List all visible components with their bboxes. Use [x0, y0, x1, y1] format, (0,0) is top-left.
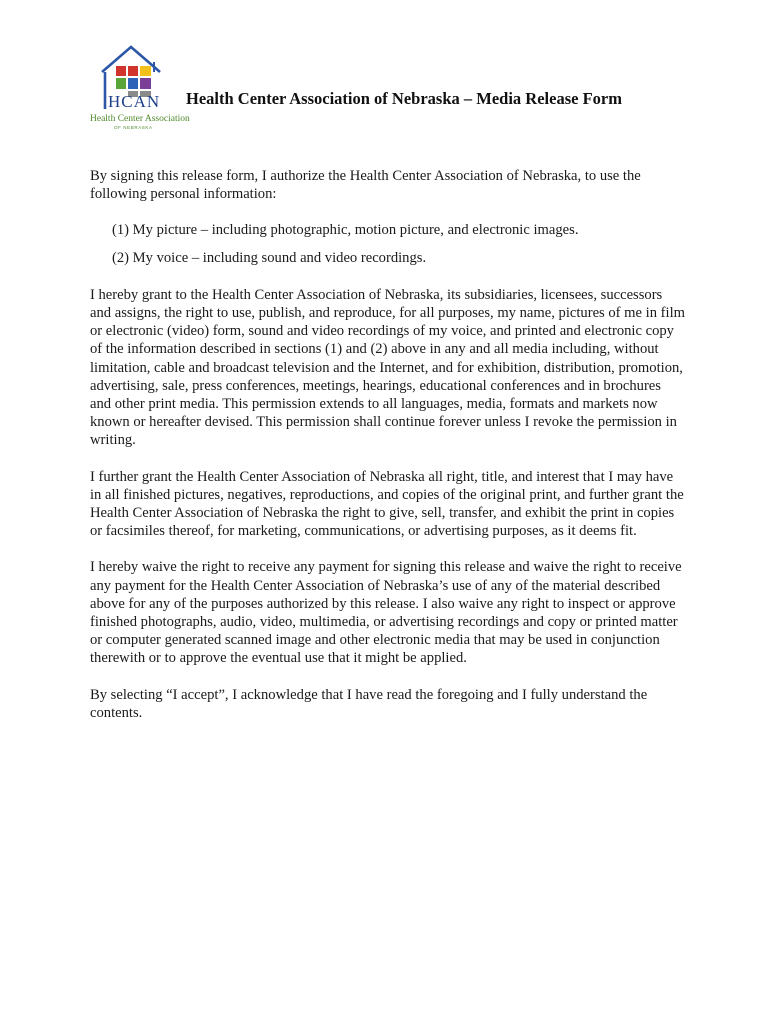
further-grant-paragraph: I further grant the Health Center Association of Nebraska all right, title, and interest that I may have in all finished pictures, negatives, reproductions, and copies of the original print, and further grant the Health Center Association of Nebraska the right to give, sell, transfer, and exhibit the print in copies or facsimiles thereof, for marketing, communications, or advertising purposes, as it deems fit. — [90, 468, 684, 540]
grant-paragraph: I hereby grant to the Health Center Association of Nebraska, its subsidiaries, licensees, successors and assigns, the right to use, publish, and reproduce, for all purposes, my name, pictures of me in film or electronic (video) form, sound and video recordings of my voice, and printed and electronic copy of the information described in sections (1) and (2) above in any and all media including, without limitation, cable and broadcast television and the Internet, and for exhibition, distribution, promotion, advertising, sale, press conferences, meetings, hearings, educational conferences and in brochures and other print media. This permission extends to all languages, media, formats and markets now known or hereafter devised. This permission shall continue forever unless I revoke the permission in writing. — [90, 286, 685, 449]
document-header — [88, 44, 688, 136]
logo-organization-name: Health Center Association — [90, 114, 190, 124]
document-body — [90, 167, 685, 740]
waiver-paragraph: I hereby waive the right to receive any payment for signing this release and waive the right to receive any payment for the Health Center Association of Nebraska’s use of any of the material described above for any of the purposes authorized by this release. I also waive any right to inspect or approve finished photographs, audio, video, multimedia, or advertising recordings and copy or printed matter or computer generated scanned image and other electronic media that may be used in conjunction therewith or to approve the eventual use that it might be applied. — [90, 559, 682, 667]
page-title: Health Center Association of Nebraska – Media Release Form — [186, 89, 622, 108]
hcan-logo — [88, 44, 190, 136]
list-item: (1) My picture – including photographic, motion picture, and electronic images. — [112, 222, 579, 239]
logo-subline: OF NEBRASKA — [114, 125, 153, 130]
intro-paragraph: By signing this release form, I authorize the Health Center Association of Nebraska, to use the following personal information: — [90, 168, 641, 203]
logo-acronym: HCAN — [108, 92, 161, 111]
acceptance-paragraph: By selecting “I accept”, I acknowledge that I have read the foregoing and I fully understand the contents. — [90, 686, 648, 721]
list-item: (2) My voice – including sound and video recordings. — [112, 249, 427, 266]
